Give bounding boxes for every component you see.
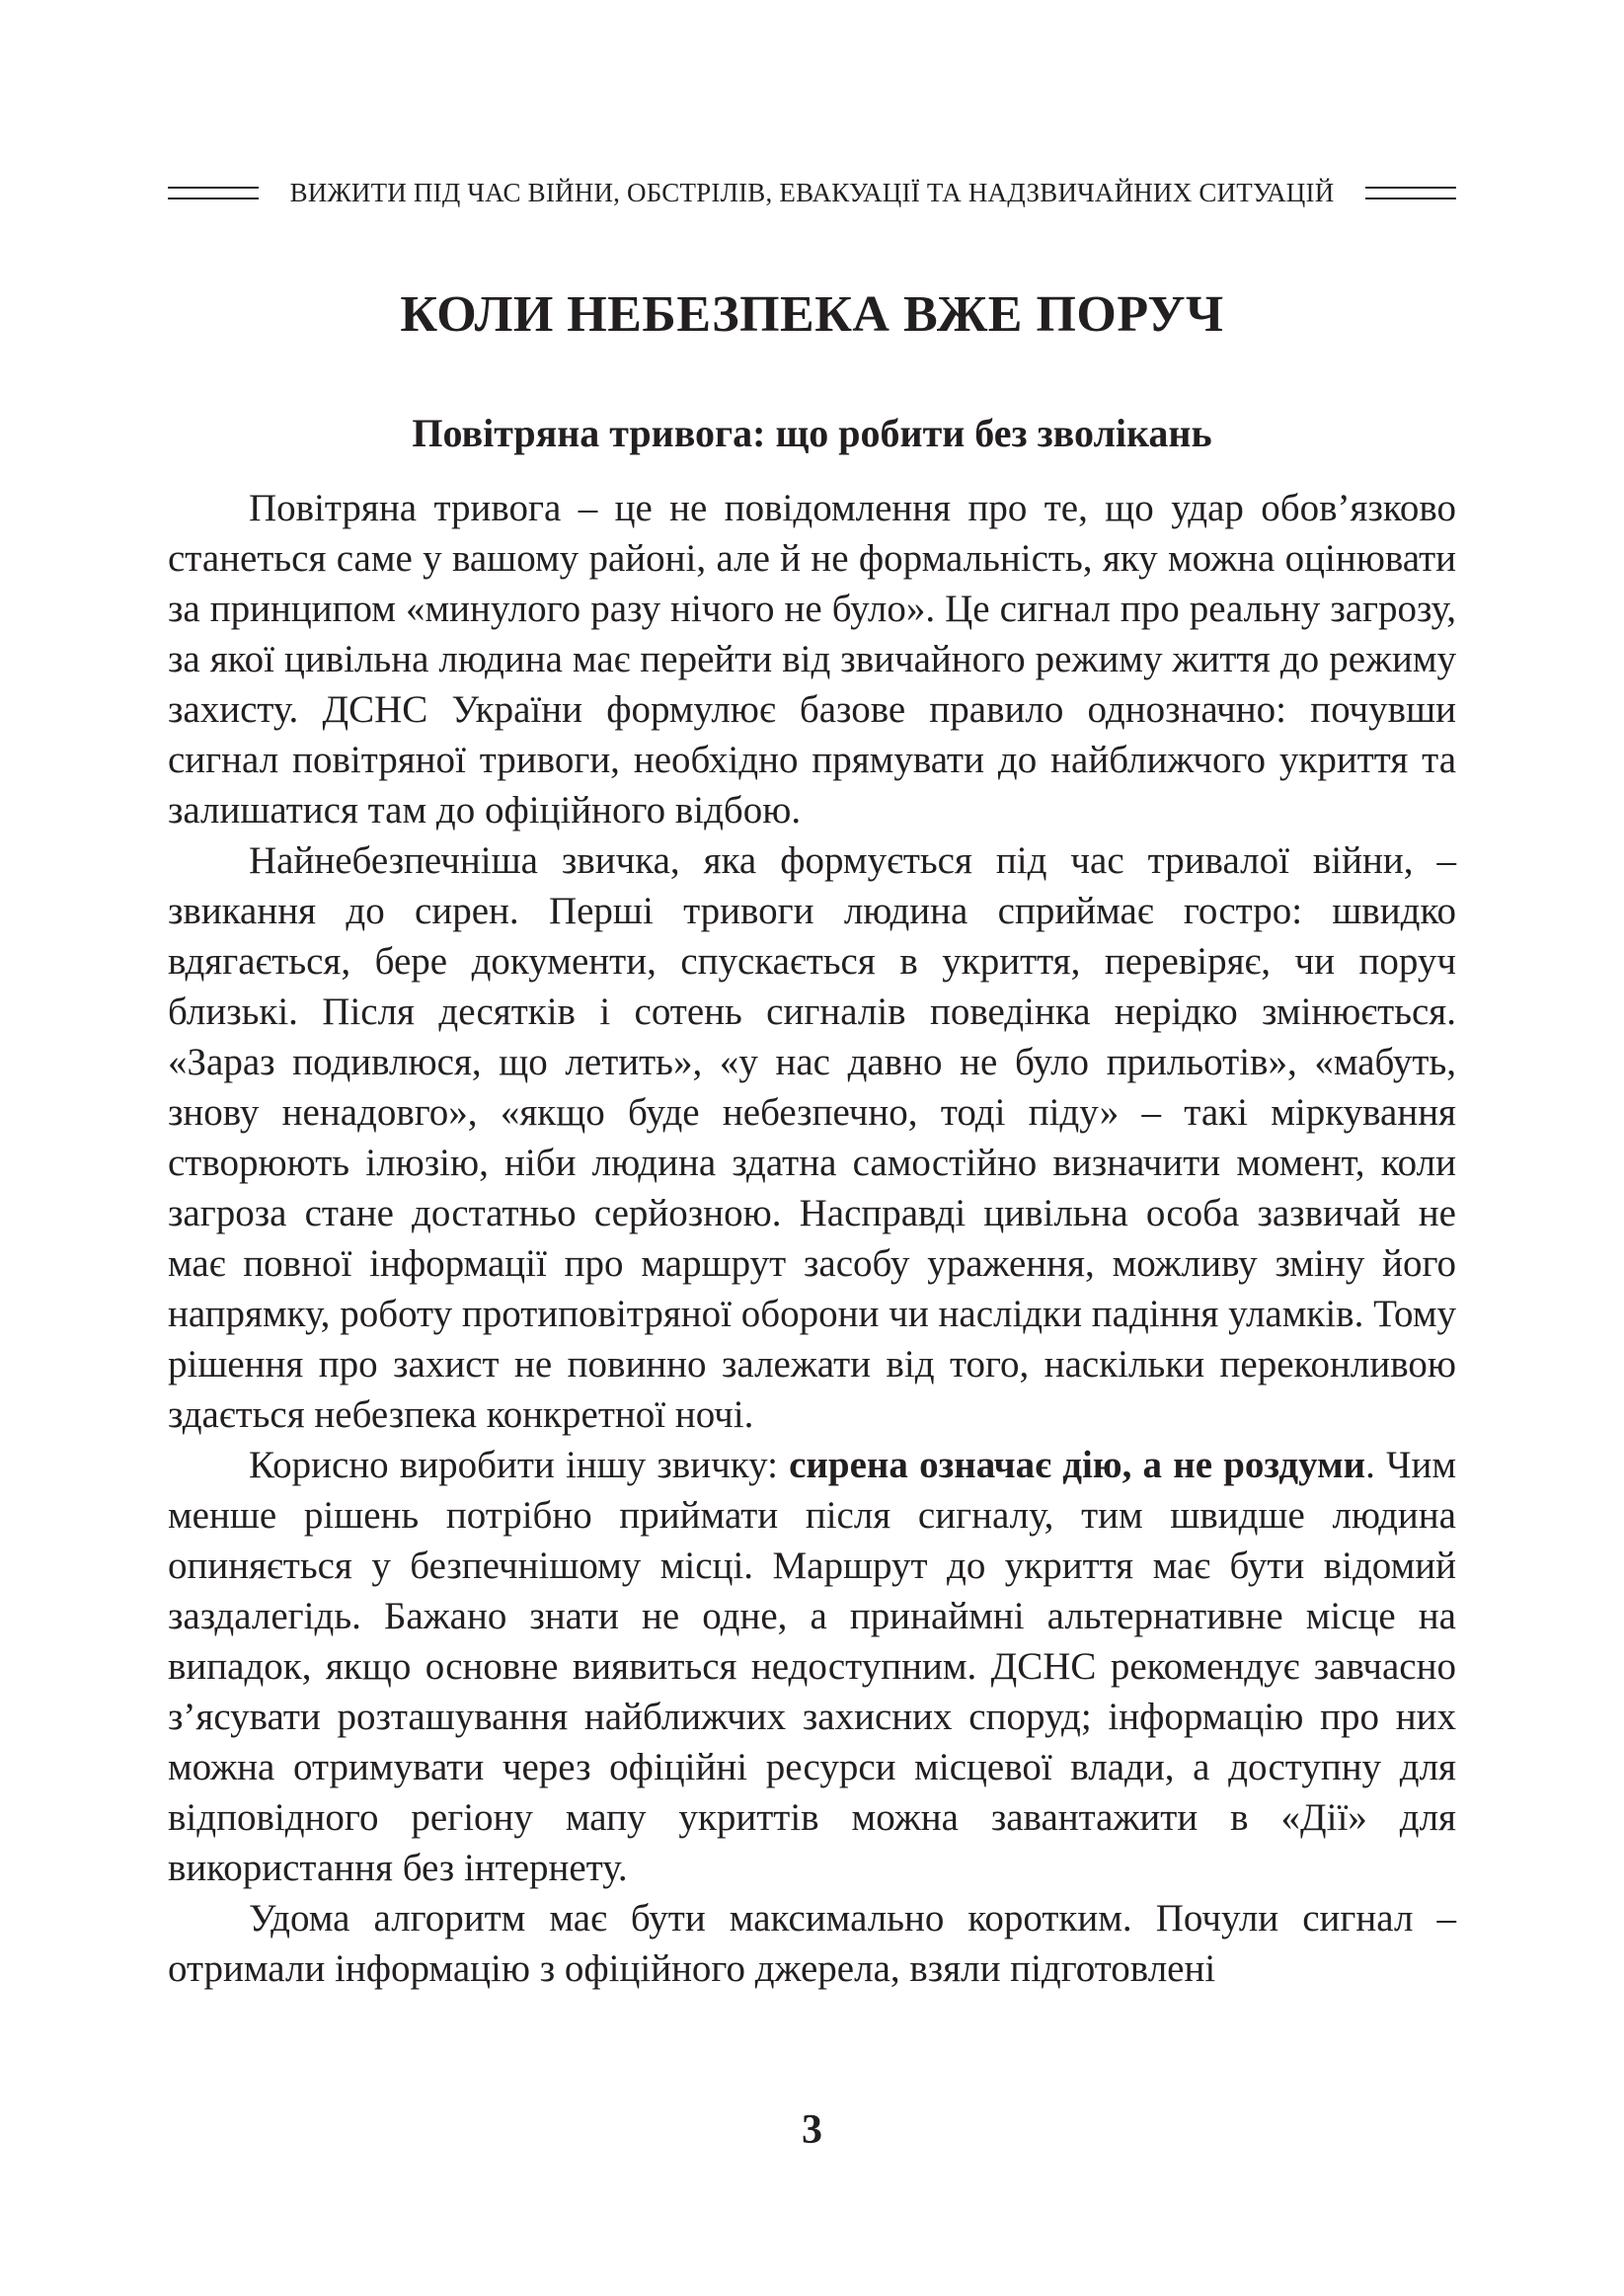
paragraph-4: Удома алгоритм має бути максимально коротким. Почули сигнал – отримали інформацію з офіційного джерела, взяли підготовлені (168, 1897, 1456, 1990)
paragraph-3-lead: Корисно виробити іншу звичку: (249, 1444, 790, 1486)
paragraph-3-emphasis: сирена означає дію, а не роздуми (789, 1444, 1366, 1486)
paragraph-2: Найнебезпечніша звичка, яка формується під час тривалої війни, – звикання до сирен. Перші тривоги людина сприймає гостро: швидко вдягається, бере документи, спускається в укриття, перевіряє, чи поруч близькі. Після десятків і сотень сигналів поведінка нерідко змінюється. «Зараз подивлюся, що летить», «у нас давно не було прильотів», «мабуть, знову ненадовго», «якщо буде небезпечно, тоді піду» – такі міркування створюють ілюзію, ніби людина здатна самостійно визначити момент, коли загроза стане достатньо серйозною. Насправді цивільна особа зазвичай не має повної інформації про маршрут засобу ураження, можливу зміну його напрямку, роботу протиповітряної оборони чи наслідки падіння уламків. Тому рішення про захист не повинно залежати від того, наскільки переконливою здається небезпека конкретної ночі. (168, 839, 1456, 1436)
header-rule-left (168, 187, 259, 199)
paragraph-3-rest: . Чим менше рішень потрібно приймати після сигналу, тим швидше людина опиняється у безпечнішому місці. Маршрут до укриття має бути відомий заздалегідь. Бажано знати не одне, а принаймні альтернативне місце на випадок, якщо основне виявиться недоступним. ДСНС рекомендує завчасно з’ясувати розташування найближчих захисних споруд; інформацію про них можна отримувати через офіційні ресурси місцевої влади, а доступну для відповідного регіону мапу укриттів можна завантажити в «Дії» для використання без інтернету. (168, 1444, 1456, 1889)
header-rule-right (1365, 187, 1456, 199)
section-title: Повітряна тривога: що робити без зволікань (412, 411, 1212, 455)
paragraph-3 (168, 1440, 1456, 1893)
page-number: 3 (802, 2107, 822, 2153)
chapter-title: КОЛИ НЕБЕЗПЕКА ВЖЕ ПОРУЧ (400, 286, 1224, 343)
running-header (168, 170, 1456, 215)
running-header-text: ВИЖИТИ ПІД ЧАС ВІЙНИ, ОБСТРІЛІВ, ЕВАКУАЦІЇ ТА НАДЗВИЧАЙНИХ СИТУАЦІЙ (289, 177, 1335, 207)
body-text (168, 483, 1456, 1994)
paragraph-1: Повітряна тривога – це не повідомлення про те, що удар обов’язково станеться саме у вашому районі, але й не формальність, яку можна оцінювати за принципом «минулого разу нічого не було». Це сигнал про реальну загрозу, за якої цивільна людина має перейти від звичайного режиму життя до режиму захисту. ДСНС України формулює базове правило однозначно: почувши сигнал повітряної тривоги, необхідно прямувати до найближчого укриття та залишатися там до офіційного відбою. (168, 487, 1456, 831)
